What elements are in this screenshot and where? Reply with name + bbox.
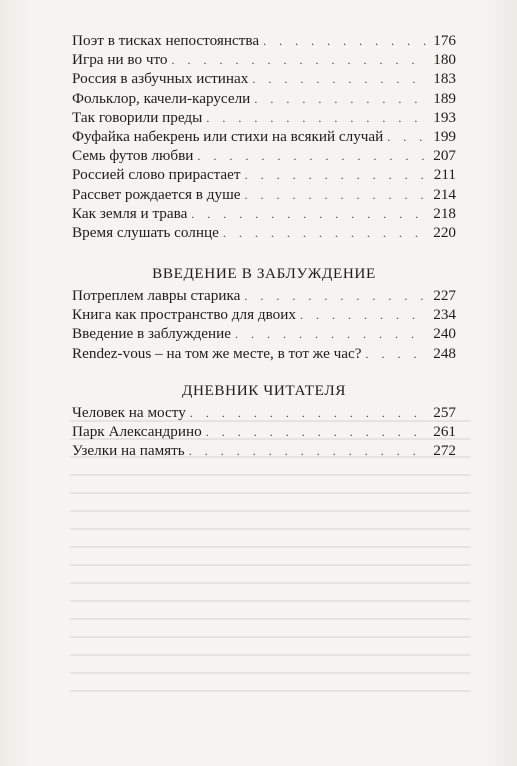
entry-page: 211: [433, 166, 456, 184]
toc-entry: [72, 204, 456, 223]
entry-page: 272: [433, 442, 456, 460]
entry-page: 176: [433, 32, 456, 49]
toc-entry: [72, 31, 456, 50]
leader-dots: [366, 345, 427, 364]
section-heading: ДНЕВНИК ЧИТАТЕЛЯ: [182, 381, 346, 399]
leader-dots: [191, 205, 426, 224]
toc-entry: [72, 165, 456, 184]
entry-title: Время слушать солнце: [72, 223, 219, 241]
leader-dots: [245, 186, 426, 205]
toc-entry: [72, 223, 456, 242]
toc-entry: [72, 146, 456, 165]
entry-page: 207: [433, 147, 456, 165]
entry-page: 240: [433, 325, 456, 343]
entry-title: Потреплем лавры старика: [72, 287, 241, 305]
entry-page: 261: [433, 423, 456, 440]
toc-section-1: [72, 31, 456, 242]
toc-entry: [72, 344, 456, 363]
toc-entry: [72, 305, 456, 324]
leader-dots: [206, 423, 426, 442]
entry-title: Rendez-vous – на том же месте, в тот же час?: [72, 344, 362, 362]
entry-title: Россией слово прирастает: [72, 166, 241, 184]
entry-page: 248: [433, 344, 456, 362]
section-heading: ВВЕДЕНИЕ В ЗАБЛУЖДЕНИЕ: [152, 265, 376, 283]
entry-title: Россия в азбучных истинах: [72, 70, 249, 88]
leader-dots: [254, 90, 426, 109]
entry-title: Рассвет рождается в душе: [72, 185, 241, 203]
entry-page: 220: [433, 223, 456, 241]
entry-title: Книга как пространство для двоих: [72, 306, 296, 324]
leader-dots: [197, 147, 426, 166]
entry-title: Игра ни во что: [72, 51, 168, 69]
entry-title: Фуфайка набекрень или стихи на всякий случай: [72, 127, 384, 145]
entry-title: Как земля и трава: [72, 204, 188, 222]
entry-page: 218: [433, 204, 456, 222]
entry-page: 214: [433, 185, 456, 203]
toc-entry: [72, 69, 456, 88]
entry-page: 257: [433, 403, 456, 421]
entry-title: Парк Александрино: [72, 423, 202, 440]
toc-section-2: [72, 262, 456, 363]
entry-page: 189: [433, 89, 456, 107]
entry-page: 193: [433, 108, 456, 126]
entry-title: Фольклор, качели-карусели: [72, 89, 251, 107]
table-of-contents: [72, 31, 456, 460]
entry-page: 234: [433, 306, 456, 324]
leader-dots: [206, 109, 426, 128]
entry-title: Человек на мосту: [72, 403, 186, 421]
entry-page: 183: [433, 70, 456, 88]
entry-page: 199: [433, 127, 456, 145]
toc-entry: [72, 108, 456, 127]
leader-dots: [244, 287, 426, 306]
entry-page: 227: [433, 287, 456, 305]
toc-section-3: [72, 379, 456, 461]
entry-title: Введение в заблуждение: [72, 325, 232, 343]
leader-dots: [223, 224, 426, 243]
entry-title: Так говорили преды: [72, 108, 203, 126]
toc-entry: [72, 185, 456, 204]
leader-dots: [263, 32, 426, 51]
toc-entry: [72, 324, 456, 343]
entry-title: Семь футов любви: [72, 147, 194, 165]
entry-page: 180: [433, 51, 456, 69]
leader-dots: [245, 166, 426, 185]
leader-dots: [189, 442, 426, 461]
toc-entry: [72, 422, 456, 441]
toc-entry: [72, 403, 456, 422]
leader-dots: [300, 306, 426, 325]
toc-entry: [72, 127, 456, 146]
leader-dots: [172, 51, 426, 70]
show-through-text: [70, 420, 470, 700]
leader-dots: [190, 404, 426, 423]
entry-title: Поэт в тисках непостоянства: [72, 32, 260, 49]
toc-entry: [72, 89, 456, 108]
toc-entry: [72, 441, 456, 460]
entry-title: Узелки на память: [72, 442, 185, 460]
toc-entry: [72, 286, 456, 305]
leader-dots: [252, 70, 426, 89]
leader-dots: [387, 128, 426, 147]
leader-dots: [235, 325, 426, 344]
toc-entry: [72, 50, 456, 69]
